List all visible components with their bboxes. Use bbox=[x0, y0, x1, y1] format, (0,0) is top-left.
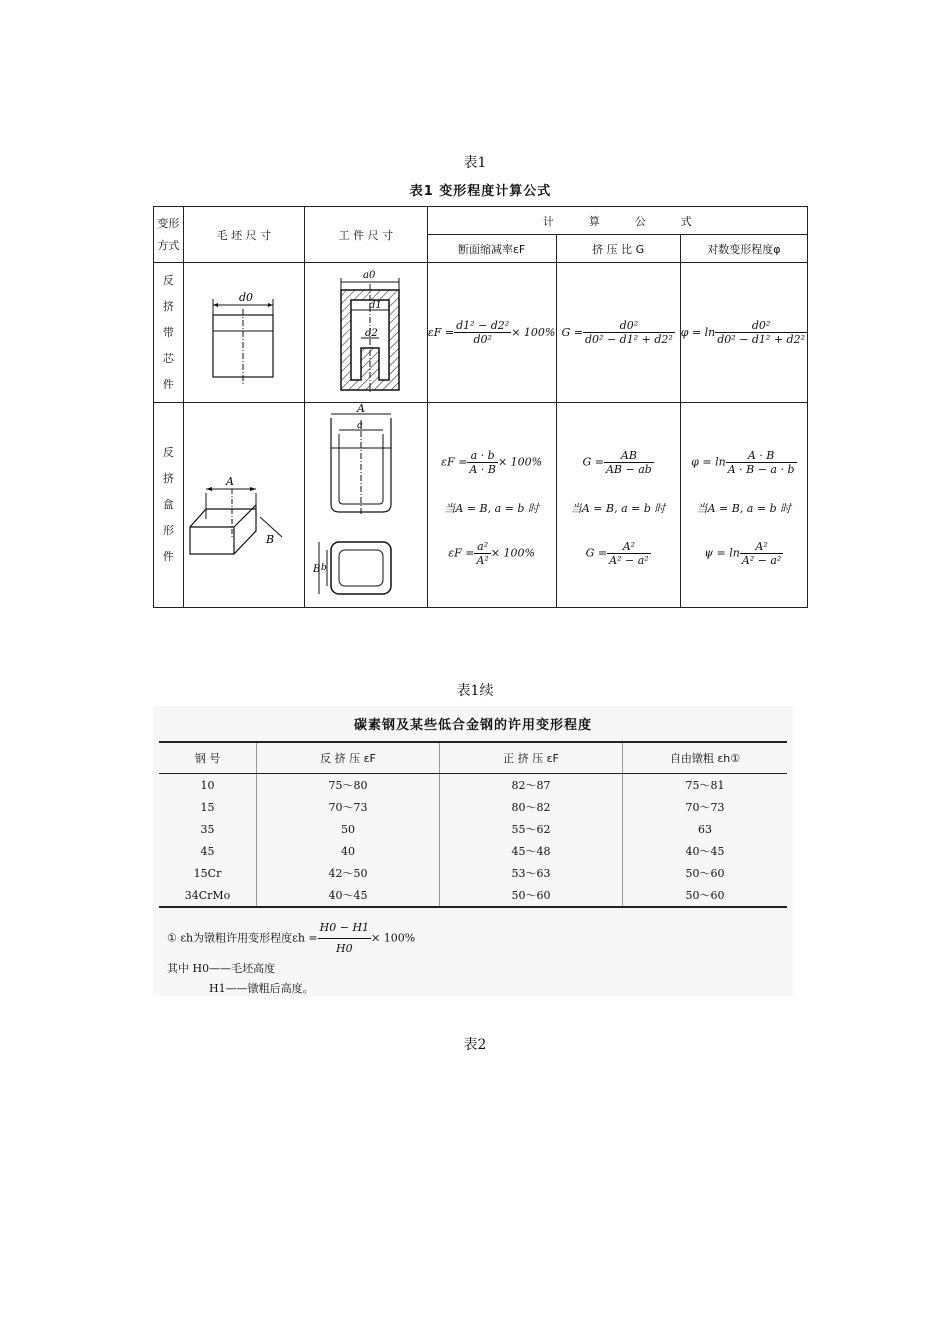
footnote-prefix: ① εh为镦粗许用变形程度εh = bbox=[167, 931, 318, 945]
work-drawing-box bbox=[305, 403, 428, 608]
col-upsetting: 自由镦粗 εh① bbox=[623, 742, 788, 774]
condition-phi: 当A = B, a = b 时 bbox=[696, 502, 792, 515]
phi-formula-cored: φ = ln $\frac{\text{d0²}}{\text{d0² − d1² + d2²}}$ bbox=[680, 263, 807, 403]
blank-drawing-block bbox=[183, 403, 304, 608]
label-A-top: A bbox=[356, 403, 365, 415]
label-a-top: a bbox=[356, 419, 363, 431]
g-formula-cored: G = $\frac{\text{d0²}}{\text{d0² − d1² + d2²}}$ bbox=[556, 263, 680, 403]
col-backward: 反 挤 压 εF bbox=[257, 742, 440, 774]
label-B-side: B bbox=[312, 563, 321, 575]
allowable-deformation-table bbox=[159, 741, 787, 908]
footnote: ① εh为镦粗许用变形程度εh = $\frac{H0 - H1}{H0}$ × 100% 其中 H0——毛坯高度 H1——镦粗后高度。 bbox=[167, 918, 793, 999]
caption-table1: 表1 bbox=[463, 155, 487, 171]
header-extrusion-ratio: 挤 压 比 G bbox=[556, 235, 680, 263]
footnote-h0: 其中 H0——毛坯高度 bbox=[167, 962, 276, 975]
table-row: 15 70～73 80～82 70～73 bbox=[159, 796, 787, 818]
col-steel: 钢 号 bbox=[159, 742, 257, 774]
table1-title: 表1 变形程度计算公式 bbox=[409, 184, 552, 199]
phi-formulas-box: φ = ln $\frac{A \cdot B}{A \cdot B - a \cdot b}$ 当A = B, a = b 时 ψ = ln $\frac{\text{A²}}{\text{A² − a²}}$ bbox=[680, 403, 807, 608]
table-row: 10 75～80 82～87 75～81 bbox=[159, 774, 787, 797]
label-d1: d1 bbox=[368, 300, 382, 311]
method-cored: 反 挤 带 芯 件 bbox=[154, 263, 184, 403]
g-formulas-box: G = $\frac{AB}{AB - ab}$ 当A = B, a = b 时 G = $\frac{\text{A²}}{\text{A² − a²}}$ bbox=[556, 403, 680, 608]
table2-scan bbox=[153, 706, 793, 996]
footnote-h1: H1——镦粗后高度。 bbox=[209, 982, 314, 995]
deformation-formula-table bbox=[153, 206, 808, 608]
caption-table2: 表2 bbox=[463, 1037, 487, 1053]
table-row: 15Cr 42～50 53～63 50～60 bbox=[159, 862, 787, 884]
col-forward: 正 挤 压 εF bbox=[440, 742, 623, 774]
table-row: 34CrMo 40～45 50～60 50～60 bbox=[159, 884, 787, 907]
label-A: A bbox=[226, 474, 235, 488]
box-workpiece-diagram bbox=[311, 404, 421, 604]
work-drawing-cored bbox=[305, 263, 428, 403]
condition-eps: 当A = B, a = b 时 bbox=[444, 502, 539, 515]
header-blank: 毛 坯 尺 寸 bbox=[183, 207, 304, 263]
label-b-side: b bbox=[320, 562, 327, 573]
blank-drawing-cylinder bbox=[183, 263, 304, 403]
table-row: 35 50 55～62 63 bbox=[159, 818, 787, 840]
header-workpiece: 工 件 尺 寸 bbox=[305, 207, 428, 263]
cylinder-blank-diagram bbox=[189, 271, 299, 391]
table-row bbox=[154, 403, 808, 608]
table-row bbox=[154, 263, 808, 403]
eps-formulas-box: εF = $\frac{a \cdot b}{A \cdot B}$ × 100% 当A = B, a = b 时 εF = $\frac{\text{a²}}{\text{A²}}$ × 100% bbox=[427, 403, 556, 608]
condition-g: 当A = B, a = b 时 bbox=[570, 502, 666, 515]
caption-table1-cont: 表1续 bbox=[456, 683, 494, 699]
table-row: 45 40 45～48 40～45 bbox=[159, 840, 787, 862]
label-d0: d0 bbox=[238, 291, 253, 304]
eps-formula-cored: εF = $\frac{\text{d1² − d2²}}{\text{d0²}}$ × 100% bbox=[427, 263, 556, 403]
label-d2: d2 bbox=[364, 328, 378, 339]
block-blank-diagram bbox=[186, 439, 301, 569]
header-area-reduction: 断面缩减率εF bbox=[427, 235, 556, 263]
label-a0: a0 bbox=[362, 270, 376, 281]
header-method: 变形 方式 bbox=[154, 207, 184, 263]
table2-title: 碳素钢及某些低合金钢的许用变形程度 bbox=[353, 718, 592, 733]
label-B: B bbox=[266, 532, 275, 546]
method-box: 反 挤 盒 形 件 bbox=[154, 403, 184, 608]
header-log-strain: 对数变形程度φ bbox=[680, 235, 807, 263]
header-calc: 计 算 公 式 bbox=[427, 207, 807, 235]
cored-workpiece-diagram bbox=[311, 266, 421, 396]
